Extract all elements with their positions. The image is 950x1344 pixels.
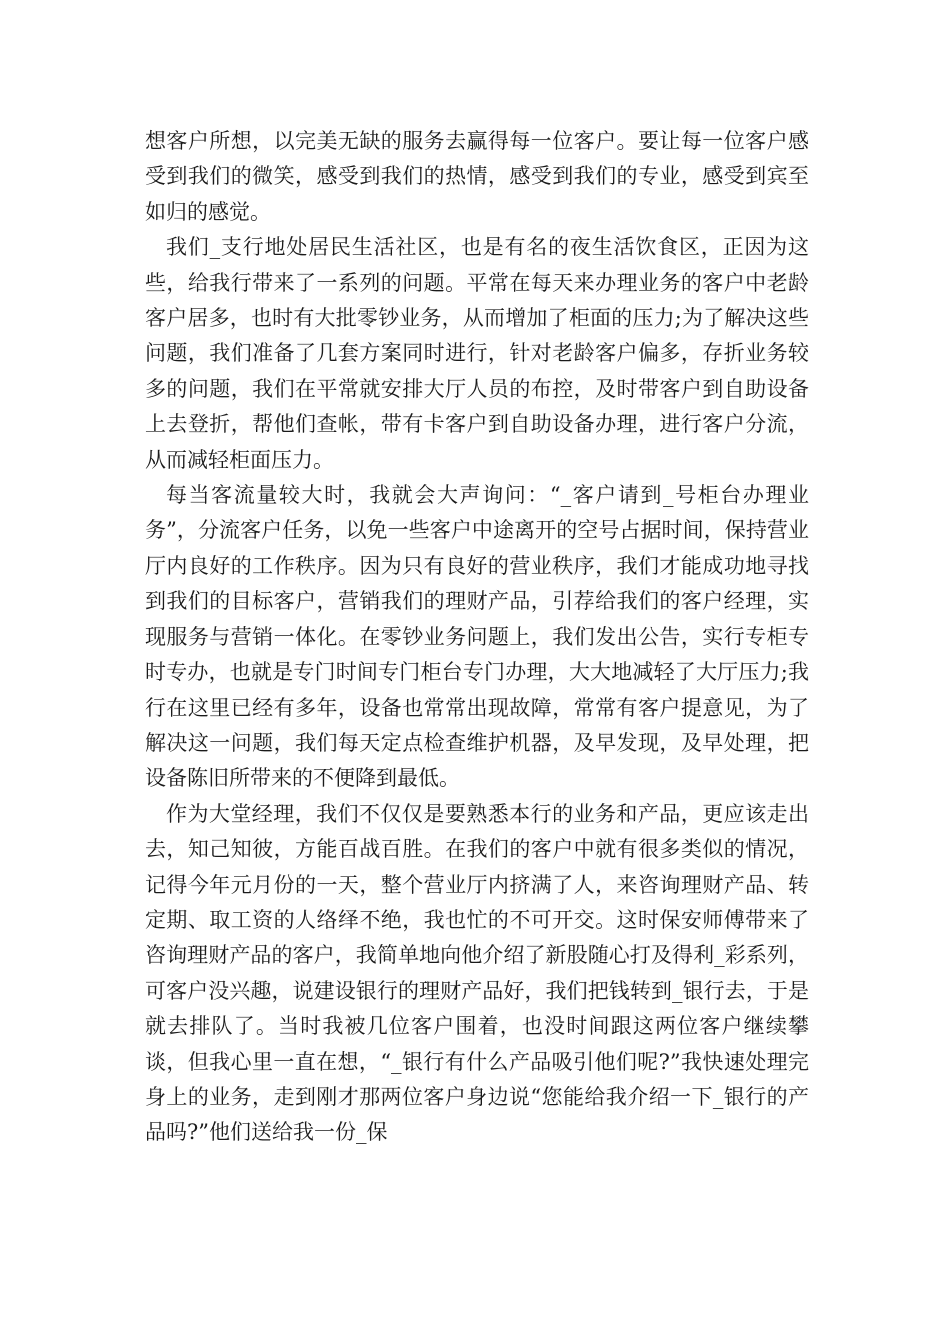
paragraph-3: 每当客流量较大时，我就会大声询问：“_客户请到_号柜台办理业务”，分流客户任务，以免一些客户中途离开的空号占据时间，保持营业厅内良好的工作秩序。因为只有良好的营业秩序，我们才能成功地寻找到我们的目标客户，营销我们的理财产品，引荐给我们的客户经理，实现服务与营销一体化。在零钞业务问题上，我们发出公告，实行专柜专时专办，也就是专门时间专门柜台专门办理，大大地减轻了大厅压力;我行在这里已经有多年，设备也常常出现故障，常常有客户提意见，为了解决这一问题，我们每天定点检查维护机器，及早发现，及早处理，把设备陈旧所带来的不便降到最低。: [145, 483, 809, 791]
document-page: [145, 124, 809, 1151]
paragraph-4: 作为大堂经理，我们不仅仅是要熟悉本行的业务和产品，更应该走出去，知己知彼，方能百战百胜。在我们的客户中就有很多类似的情况，记得今年元月份的一天，整个营业厅内挤满了人，来咨询理财产品、转定期、取工资的人络绎不绝，我也忙的不可开交。这时保安师傅带来了咨询理财产品的客户，我简单地向他介绍了新股随心打及得利_彩系列，可客户没兴趣，说建设银行的理财产品好，我们把钱转到_银行去，于是就去排队了。当时我被几位客户围着，也没时间跟这两位客户继续攀谈，但我心里一直在想，“_银行有什么产品吸引他们呢?”我快速处理完身上的业务，走到刚才那两位客户身边说“您能给我介绍一下_银行的产品吗?”他们送给我一份_保: [145, 801, 809, 1145]
paragraph-1: 想客户所想，以完美无缺的服务去赢得每一位客户。要让每一位客户感受到我们的微笑，感受到我们的热情，感受到我们的专业，感受到宾至如归的感觉。: [145, 129, 809, 224]
paragraph-2: 我们_支行地处居民生活社区，也是有名的夜生活饮食区，正因为这些，给我行带来了一系列的问题。平常在每天来办理业务的客户中老龄客户居多，也时有大批零钞业务，从而增加了柜面的压力;为了解决这些问题，我们准备了几套方案同时进行，针对老龄客户偏多，存折业务较多的问题，我们在平常就安排大厅人员的布控，及时带客户到自助设备上去登折，帮他们查帐，带有卡客户到自助设备办理，进行客户分流，从而减轻柜面压力。: [145, 235, 809, 472]
